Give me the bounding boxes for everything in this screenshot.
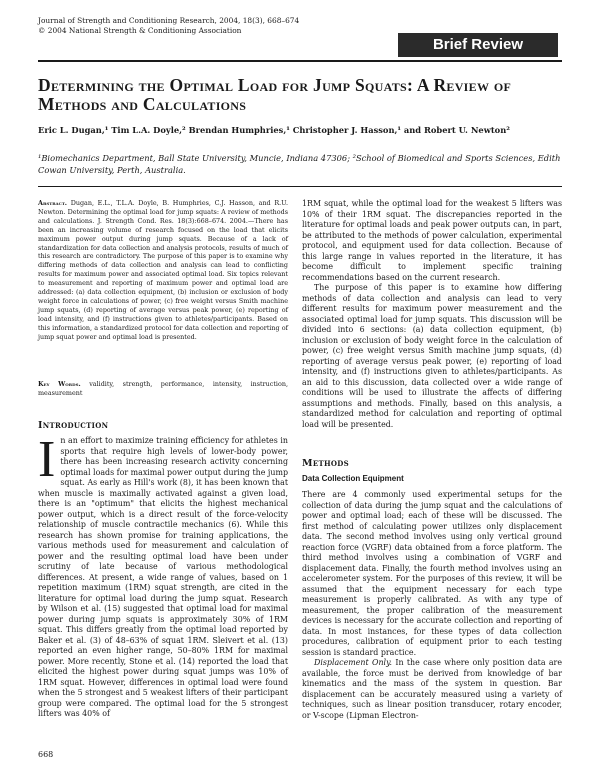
article-title: Determining the Optimal Load for Jump Squats: A Review of Methods and Calculations <box>38 75 512 114</box>
introduction-heading: Introduction <box>38 420 109 431</box>
journal-line-2: © 2004 National Strength & Conditioning Association <box>38 25 242 35</box>
keywords-label: Key Words. <box>38 380 81 388</box>
abstract-label: Abstract. <box>38 199 68 207</box>
introduction-body: n an effort to maximize training efficiency for athletes in sports that require high levels of lower-body power, there has been increasing research activity concerning optimal loads for maximal power output during the jump squat. As early as Hill's work (8), it has been known that when muscle is maximally activated against a given load, there is an "optimum" that elicits the highest mechanical power output, which is a direct result of the force-velocity relationship of muscle contractile mechanics (6). While this research has shown promise for training applications, the various methods used for measurement and calculation of power and the resulting optimal load have been under scrutiny of late because of various methodological differences. At present, a wide range of values, based on 1 repetition maximum (1RM) squat strength, are cited in the literature for optimal load during the jump squat. Research by Wilson et al. (15) suggested that optimal load for maximal power during jump squats is approximately 30% of 1RM squat. This differs greatly from the optimal load reported by Baker et al. (3) of 48–63% of squat 1RM. Sleivert et al. (13) reported an even higher range, 50–80% 1RM for maximal power. More recently, Stone et al. (14) reported the load that elicited the highest power during squat jumps was 10% of 1RM squat. However, differences in optimal load were found when the 5 strongest and 5 weakest lifters of their participant group were compared. The optimal load for the 5 strongest lifters was 40% of <box>38 436 288 718</box>
displacement-text: In the case where only position data are available, the force must be derived from knowledge of bar kinematics and the mass of the system in question. Bar displacement can be accurately measured using a variety of techniques, such as linear position transducer, rotary encoder, or V-scope (Lipman Electron- <box>302 658 563 720</box>
abstract <box>38 199 288 342</box>
abstract-text: Dugan, E.L., T.L.A. Doyle, B. Humphries, C.J. Hasson, and R.U. Newton. Determining the optimal load for jump squats: A review of methods and calculations. J. Strength Cond. Res. 18(3):668–674. 2004.—There has been an increasing volume of research focused on the load that elicits maximum power output during jump squats. Because of a lack of standardization for data collection and analysis protocols, results of much of this research are contradictory. The purpose of this paper is to examine why differing methods of data collection and analysis can lead to conflicting results for maximum power and associated optimal load. Six topics relevant to measurement and reporting of maximum power and optimal load are addressed: (a) data collection equipment, (b) inclusion or exclusion of body weight force in calculations of power, (c) free weight versus Smith machine jump squats, (d) reporting of average versus peak power, (e) reporting of load intensity, and (f) instructions given to athletes/participants. Based on this information, a standardized protocol for data collection and reporting of jump squat power and optimal load is presented. <box>38 199 288 341</box>
article-type-badge: Brief Review <box>398 33 558 57</box>
title-rule <box>38 186 562 187</box>
displacement-paragraph <box>302 658 562 721</box>
methods-text <box>302 490 562 721</box>
journal-citation <box>38 16 299 35</box>
drop-cap: I <box>38 431 56 488</box>
introduction-text <box>38 431 288 720</box>
purpose-paragraph: The purpose of this paper is to examine how differing methods of data collection and analysis can lead to very different results for maximum power measurement and the associated optimal load for jump squats. This discussion will be divided into 6 sections: (a) data collection equipment, (b) inclusion or exclusion of body weight force in the calculation of power, (c) free weight versus Smith machine jump squats, (d) reporting of average versus peak power, (e) reporting of load intensity, and (f) instructions given to athletes/participants. As an aid to this discussion, data collected over a wide range of conditions will be used to illustrate the affects of differing assumptions and methods. Finally, based on this analysis, a standardized method for calculation and reporting of optimal load will be presented. <box>302 283 562 429</box>
right-column-intro <box>302 199 562 430</box>
journal-line-1: Journal of Strength and Conditioning Research, 2004, 18(3), 668–674 <box>38 16 300 25</box>
displacement-run-in: Displacement Only. <box>314 658 392 667</box>
author-list: Eric L. Dugan,¹ Tim L.A. Doyle,² Brendan Humphries,¹ Christopher J. Hasson,¹ and Robert U. Newton² <box>38 125 510 135</box>
header-rule <box>38 60 562 62</box>
equipment-paragraph: There are 4 commonly used experimental setups for the collection of data during the jump squat and the calculations of power and optimal load; each of these will be discussed. The first method of calculating power utilizes only displacement data. The second method involves using only vertical ground reaction force (VGRF) data obtained from a force platform. The third method involves using a combination of VGRF and displacement data. Finally, the fourth method involves using an accelerometer system. For the purposes of this review, it will be assumed that the equipment necessary for each type measurement is properly calibrated. As with any type of measurement, the proper calibration of the measurement devices is necessary for the accurate collection and reporting of data. In most instances, for these types of data collection procedures, calibration of equipment prior to each testing session is standard practice. <box>302 490 562 657</box>
methods-heading: Methods <box>302 458 349 469</box>
intro-continued-paragraph: 1RM squat, while the optimal load for the weakest 5 lifters was 10% of their 1RM squat. The discrepancies reported in the literature for optimal loads and peak power outputs can, in part, be attributed to the methods of power calculation, experimental protocol, and equipment used for data collection. Because of this large range in values reported in the literature, it has become difficult to implement specific training recommendations based on the current research. <box>302 199 562 282</box>
page-number: 668 <box>38 750 54 759</box>
keywords-text: validity, strength, performance, intensity, instruction, measurement <box>38 380 288 397</box>
data-collection-subheading: Data Collection Equipment <box>302 474 404 483</box>
keywords <box>38 380 288 398</box>
affiliations: ¹Biomechanics Department, Ball State University, Muncie, Indiana 47306; ²School of Biomedical and Sports Sciences, Edith Cowan University, Perth, Australia. <box>38 153 561 175</box>
